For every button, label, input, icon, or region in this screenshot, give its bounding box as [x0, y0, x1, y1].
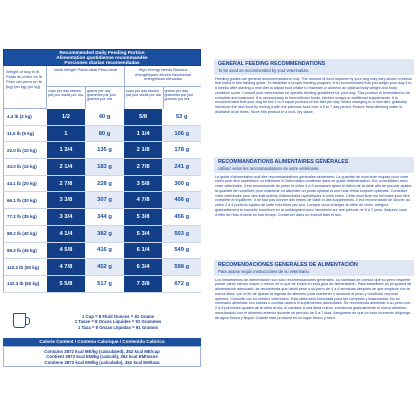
high-grams: 672 g [162, 276, 201, 293]
section-title: GENERAL FEEDING RECOMMENDATIONS [218, 61, 326, 67]
section-body: Le guide d'alimentation soit des recommandations générales seulement. La quantité de nourriture requise pour votre chien peut être supérieure ou inférieure à l'information contenue dans ce guide d'alimentation. Sur consultation avec votre vétérinaire, il est recommandé de peser le chien 4 à 6 semaines après le début de la diète afin de pouvoir ajuster la quantité de nourriture pour maintenir ou atteindre un poids optimal et une note d'état corporel optimale. Consultez votre vétérinaire pour des instructions d'alimentation spécifiques à votre chien. Cette nourriture est formulée pour être complète et équilibrée. Il ne faut pas donner des restes de table ni des suppléments. Il est recommandé de donner au chien 2 à 4 portions égales de cette nourriture par jour. Lorsque vous changez la diète du chien, intégrez graduellement la nouvelle nourriture en la mélangeant avec l'ancienne sur une période de 5 à 7 jours. Assurez-vous d'offrir de l'eau fraîche en tout temps. Conserver dans un endroit frais et sec. [215, 174, 412, 217]
ideal-grams: 80 g [85, 126, 124, 143]
header-line-fr: Alimentation quotidienne recommandée [56, 55, 148, 61]
high-grams: 106 g [162, 126, 201, 143]
ideal-cups: 1/2 [47, 109, 86, 126]
measuring-cup-icon [13, 313, 26, 328]
table-row [3, 276, 201, 293]
row-weight: 110.2 lb (50 kg) [3, 259, 47, 276]
high-grams: 178 g [162, 142, 201, 159]
table-row [3, 142, 201, 159]
row-weight: 22.0 lb (10 kg) [3, 142, 47, 159]
high-cups: 3 5/8 [124, 176, 163, 193]
section-subtitle: Utilisez selon les recommandations de votre vétérinaire. [218, 165, 320, 171]
ideal-grams: 517 g [85, 276, 124, 293]
calorie-content-body [3, 346, 201, 367]
calorie-line-en: Contains 3872 kcal ME/kg (calculated), 352 kcal ME/cup [44, 348, 160, 354]
ideal-grams: 344 g [85, 209, 124, 226]
row-weight: 4.4 lb (2 kg) [3, 109, 47, 126]
section-subtitle: To be used as recommended by your veterinarian. [218, 67, 310, 73]
calorie-line-es: Contiene 3872 kcal EM/kg (calculado), 352 kcal EM/taza [44, 359, 160, 365]
ideal-cups: 1 3/4 [47, 142, 86, 159]
ideal-grams: 228 g [85, 176, 124, 193]
ideal-cups: 5 5/8 [47, 276, 86, 293]
cup-conversion-note [3, 311, 201, 338]
ideal-grams: 452 g [85, 259, 124, 276]
table-row [3, 226, 201, 243]
table-row [3, 192, 201, 209]
high-cups: 7 3/8 [124, 276, 163, 293]
cup-line-en: 1 Cup = 8 Fluid Ounces = 91 Grams [81, 314, 155, 319]
feeding-table [3, 49, 201, 367]
row-weight: 44.1 lb (20 kg) [3, 176, 47, 193]
table-row [3, 259, 201, 276]
high-cups: 6 1/4 [124, 243, 163, 260]
section-body: Los lineamientos de alimentación son sólo recomendaciones generales. La cantidad de comida que su perro requiere puede variar siendo mayor o menor de lo que se indica en esta guía de alimentación. Para establecer un programa de alimentación adecuado, se recomienda que usted pese a su perro de 4 a 6 semanas después de que empiece con la nueva dieta, con el fin de ajustar la ingesta de alimento para mantener o alcanzar el peso y condición corporal óptimos. Consulte con su médico veterinario. Esta dieta está formulada para ser completa y balanceada. No se necesario alimentar con sobras o comida casera ni suplementos adicionales. Se recomienda alimentar a su perro con 2 a 4 porciones iguales de la dieta al día. Al cambiar a una dieta nueva, introduzca gradualmente el nuevo alimento mezclándolo con el alimento anterior durante un periodo de 5 a 7 días. Asegúrese de que en todo momento disponga de agua fresca y limpia. Guarde este producto en un lugar fresco y seco. [215, 277, 412, 320]
table-row [3, 159, 201, 176]
high-grams: 241 g [162, 159, 201, 176]
section-french [214, 157, 414, 217]
high-cups: 4 7/8 [124, 192, 163, 209]
high-cups: 6 3/4 [124, 259, 163, 276]
high-cups: 5 3/8 [124, 209, 163, 226]
ideal-grams: 382 g [85, 226, 124, 243]
section-title: RECOMMANDATIONS ALIMENTAIRES GÉNÉRALES [218, 159, 349, 165]
row-weight: 66.1 lb (30 kg) [3, 192, 47, 209]
high-grams: 598 g [162, 259, 201, 276]
ideal-cups: 3 3/8 [47, 192, 86, 209]
row-weight: 77.2 lb (35 kg) [3, 209, 47, 226]
feeding-table-header [3, 49, 201, 66]
ideal-grams-header: grams per day grammes par jour gramos por día [87, 88, 116, 102]
high-cups: 5 3/4 [124, 226, 163, 243]
table-row [3, 176, 201, 193]
row-weight: 88.2 lb (40 kg) [3, 226, 47, 243]
high-cups: 2 7/8 [124, 159, 163, 176]
high-grams: 300 g [162, 176, 201, 193]
high-cups: 1 1/4 [124, 126, 163, 143]
table-row [3, 209, 201, 226]
high-cups-header: cups per day tasses par jour tazas por día [125, 87, 164, 109]
ideal-grams: 307 g [85, 192, 124, 209]
row-weight: 11.0 lb (5 kg) [3, 126, 47, 143]
ideal-cups: 2 7/8 [47, 176, 86, 193]
section-english [214, 59, 414, 115]
ideal-cups: 3 3/4 [47, 209, 86, 226]
ideal-grams: 135 g [85, 142, 124, 159]
ideal-cups: 1 [47, 126, 86, 143]
ideal-cups: 4 1/4 [47, 226, 86, 243]
header-line-es: Porciones diarias recomendadas [64, 61, 140, 67]
high-cups: 2 1/8 [124, 142, 163, 159]
ideal-cups-header: cups per day tasses par jour tazas por día [47, 87, 86, 109]
calorie-line-fr: Contient 3872 kcal EM/kg (calculé), 352 kcal EM/tasse [46, 354, 158, 360]
section-spanish [214, 260, 414, 320]
cup-line-es: 1 Taza = 8 Onzas Líquidas = 91 Gramos [77, 324, 159, 330]
header-line-en: Recommended Daily Feeding Portion [59, 50, 145, 56]
ideal-grams: 183 g [85, 159, 124, 176]
high-cups: 5/8 [124, 109, 163, 126]
section-subtitle: Para usarse según instrucciones de su veterinario. [218, 268, 310, 274]
high-grams: 549 g [162, 243, 201, 260]
high-grams: 53 g [162, 109, 201, 126]
table-row [3, 243, 201, 260]
high-grams: 503 g [162, 226, 201, 243]
row-weight: 33.0 lb (15 kg) [3, 159, 47, 176]
ideal-weight-header: Ideal Weight Poids idéal Peso ideal [47, 66, 124, 87]
ideal-grams: 40 g [85, 109, 124, 126]
ideal-cups: 4 5/8 [47, 243, 86, 260]
table-row [3, 109, 201, 126]
feeding-table-rows [3, 109, 201, 293]
section-title: RECOMENDACIONES GENERALES DE ALIMENTACIÓN [218, 262, 358, 268]
high-energy-header: High energy needs Besoins énergétiques élevés Necesidad energéticas elevadas [125, 66, 201, 87]
section-body: Feeding guides are general recommendations only. The amount of food required by your dog may vary above or below that listed in this feeding guide. To establish a proper feeding program, it is recommended that you weigh your dog 4 to 6 weeks after starting a new diet to adjust food intake to maintain or achieve an optimal body weight and body condition score. Consult your veterinarian for specific feeding guidelines for your dog. This product is formulated to be complete and balanced. It is unnecessary to feed leftover foods, kitchen scraps or additional supplements. It is recommended that your dog be fed 2 to 4 equal portions of the diet per day. When changing to a new diet, gradually introduce the new food by mixing it with the previous food over a 5 to 7 day period. Ensure fresh drinking water is available at all times. Store this product in a cool, dry place. [215, 76, 412, 114]
high-grams: 406 g [162, 192, 201, 209]
row-weight: 99.2 lb (45 kg) [3, 243, 47, 260]
calorie-content-header: Calorie Content / Contenu Calorique / Contenido Calórico [3, 338, 201, 346]
weight-column-header: Weight of dog in lb Poids du chien en lb Peso del perro en lb (kg) (en kg) (en kg) [3, 66, 47, 109]
ideal-grams: 416 g [85, 243, 124, 260]
cup-line-fr: 1 Tasse = 8 Onces Liquides = 91 Grammes [74, 319, 162, 325]
high-grams: 456 g [162, 209, 201, 226]
ideal-cups: 4 7/8 [47, 259, 86, 276]
table-row [3, 126, 201, 143]
high-grams-header: grams per day grammes par jour gramos por día [164, 88, 194, 102]
row-weight: 132.3 lb (60 kg) [3, 276, 47, 293]
ideal-cups: 2 1/4 [47, 159, 86, 176]
